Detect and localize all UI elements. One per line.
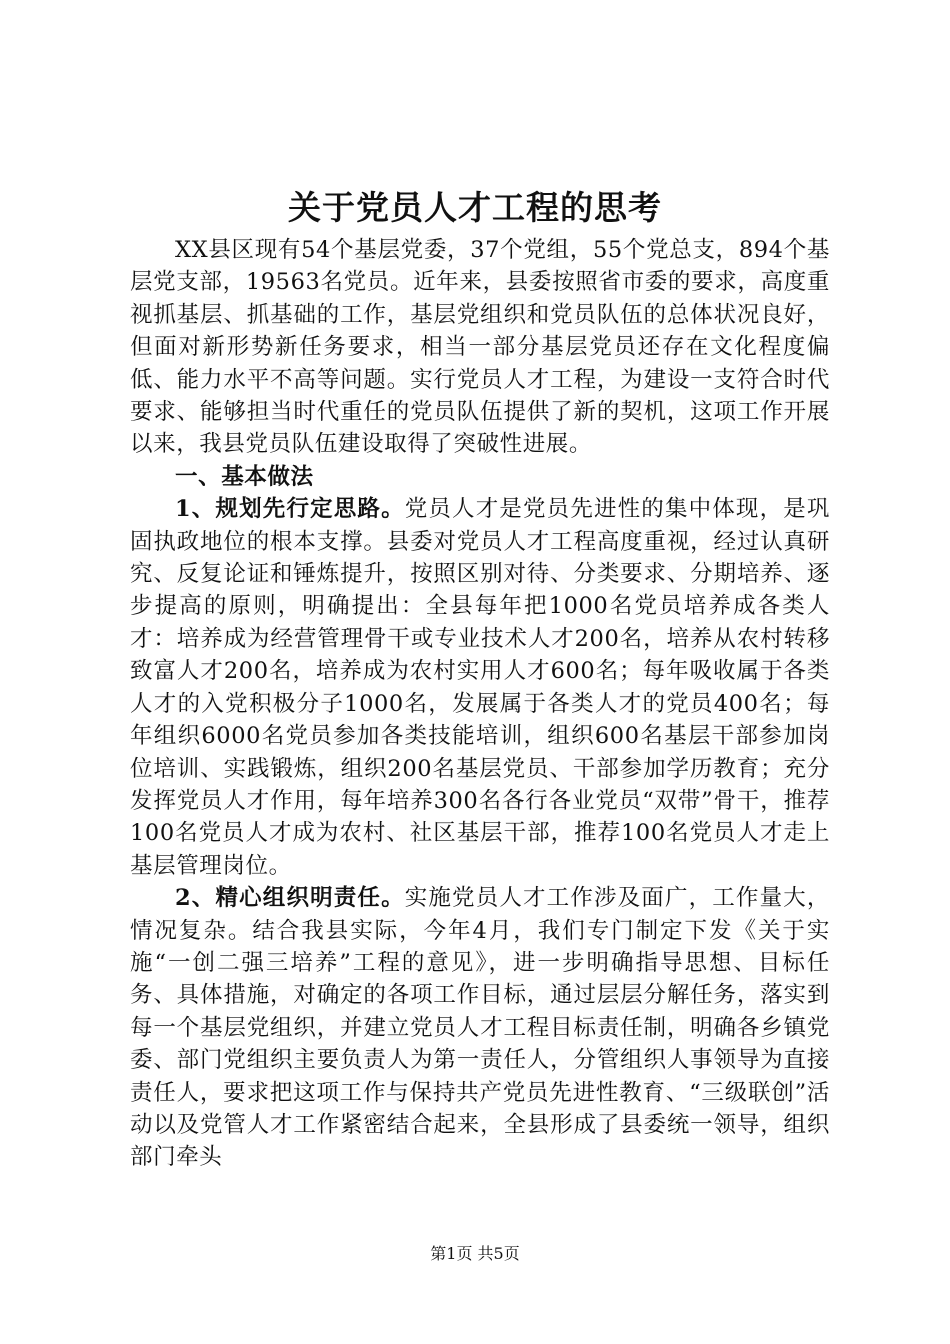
paragraph-text: XX县区现有54个基层党委，37个党组，55个党总支，894个基层党支部，19563名党员。近年来，县委按照省市委的要求，高度重视抓基层、抓基础的工作，基层党组织和党员队伍的总体状况良好，但面对新形势新任务要求，相当一部分基层党员还存在文化程度偏低、能力水平不高等问题。实行党员人才工程，为建设一支符合时代要求、能够担当时代重任的党员队伍提供了新的契机，这项工作开展以来，我县党员队伍建设取得了突破性进展。 <box>130 237 830 458</box>
document-title: 关于党员人才工程的思考 <box>288 188 662 227</box>
paragraph-text: 党员人才是党员先进性的集中体现，是巩固执政地位的根本支撑。县委对党员人才工程高度重视，经过认真研究、反复论证和锤炼提升，按照区别对待、分类要求、分期培养、逐步提高的原则，明确提出：全县每年把1000名党员培养成各类人才：培养成为经营管理骨干或专业技术人才200名，培养从农村转移致富人才200名，培养成为农村实用人才600名；每年吸收属于各类人才的入党积极分子1000名，发展属于各类人才的党员400名；每年组织6000名党员参加各类技能培训，组织600名基层干部参加岗位培训、实践锻炼，组织200名基层党员、干部参加学历教育；充分发挥党员人才作用，每年培养300名各行各业党员“双带”骨干，推荐100名党员人才成为农村、社区基层干部，推荐100名党员人才走上基层管理岗位。 <box>130 496 830 879</box>
paragraph-planning <box>130 493 830 882</box>
paragraph-text: 实施党员人才工作涉及面广，工作量大，情况复杂。结合我县实际，今年4月，我们专门制定下发《关于实施“一创二强三培养”工程的意见》，进一步明确指导思想、目标任务、具体措施，对确定的各项工作目标，通过层层分解任务，落实到每一个基层党组织，并建立党员人才工程目标责任制，明确各乡镇党委、部门党组织主要负责人为第一责任人，分管组织人事领导为直接责任人，要求把这项工作与保持共产党员先进性教育、“三级联创”活动以及党管人才工作紧密结合起来，全县形成了县委统一领导，组织部门牵头 <box>130 885 830 1171</box>
page-footer: 第1页 共5页 <box>430 1244 520 1263</box>
paragraph-lead: 2、精心组织明责任。 <box>175 885 405 912</box>
section-heading: 一、基本做法 <box>175 463 314 490</box>
document-body <box>130 234 830 1174</box>
intro-paragraph <box>130 234 830 461</box>
paragraph-organization <box>130 882 830 1174</box>
paragraph-lead: 1、规划先行定思路。 <box>175 496 405 523</box>
